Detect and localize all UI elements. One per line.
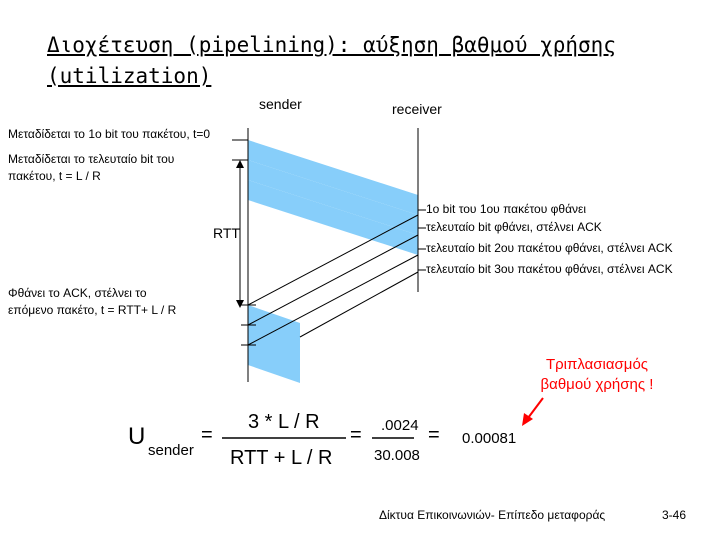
sender-label: sender: [259, 96, 302, 112]
formula-result: 0.00081: [462, 430, 517, 447]
note-ack-line-2: επόμενο πακέτο, t = RTT+ L / R: [8, 303, 177, 317]
formula-equals-3: =: [428, 424, 440, 446]
note-last-bit-sent: [8, 151, 174, 185]
callout-line-2: βαθμού χρήσης !: [540, 376, 654, 393]
note-last-bit-line-2: πακέτου, t = L / R: [8, 169, 101, 183]
note-ack-line-1: Φθάνει το ACK, στέλνει το: [8, 286, 147, 300]
formula-denominator-2: 30.008: [374, 447, 420, 464]
next-packet-band: [248, 305, 300, 383]
note-pkt3-arrives: τελευταίο bit 3ου πακέτου φθάνει, στέλνει ACK: [426, 262, 673, 276]
note-pkt2-arrives: τελευταίο bit 2ου πακέτου φθάνει, στέλνει ACK: [426, 241, 673, 255]
note-last-bit-line-1: Μεταδίδεται το τελευταίο bit του: [8, 152, 175, 166]
page-number: 3-46: [662, 508, 687, 522]
rtt-label: RTT: [213, 225, 240, 241]
title-line-2: (utilization): [47, 64, 212, 88]
receiver-label: receiver: [392, 101, 442, 117]
formula-numerator-1: 3 * L / R: [248, 411, 320, 433]
ack-3: [248, 255, 418, 345]
rtt-arrow-head-top: [236, 160, 244, 168]
note-first-bit-arrives: 1ο bit του 1ου πακέτου φθάνει: [426, 202, 587, 216]
formula-equals-2: =: [350, 424, 362, 446]
ack-4: [300, 272, 418, 337]
note-first-bit-sent: Μεταδίδεται το 1ο bit του πακέτου, t=0: [8, 127, 211, 141]
ack-1: [248, 215, 418, 305]
note-last-bit-arrives: τελευταίο bit φθάνει, στέλνει ACK: [426, 220, 602, 234]
formula-u: U: [128, 423, 146, 450]
rtt-arrow-head-bottom: [236, 300, 244, 308]
formula-u-subscript: sender: [148, 442, 194, 459]
formula-denominator-1: RTT + L / R: [230, 447, 333, 469]
formula-numerator-2: .0024: [381, 417, 419, 434]
formula-equals-1: =: [201, 424, 213, 446]
callout-arrow: [528, 398, 543, 418]
utilization-callout: [532, 355, 662, 395]
footer-text: Δίκτυα Επικοινωνιών- Επίπεδο μεταφοράς: [379, 508, 606, 522]
note-ack-arrives: [8, 285, 176, 319]
title-line-1: Διοχέτευση (pipelining): αύξηση βαθμού χρήσης: [47, 33, 616, 57]
ack-2: [248, 235, 418, 325]
callout-line-1: Τριπλασιασμός: [545, 356, 649, 373]
